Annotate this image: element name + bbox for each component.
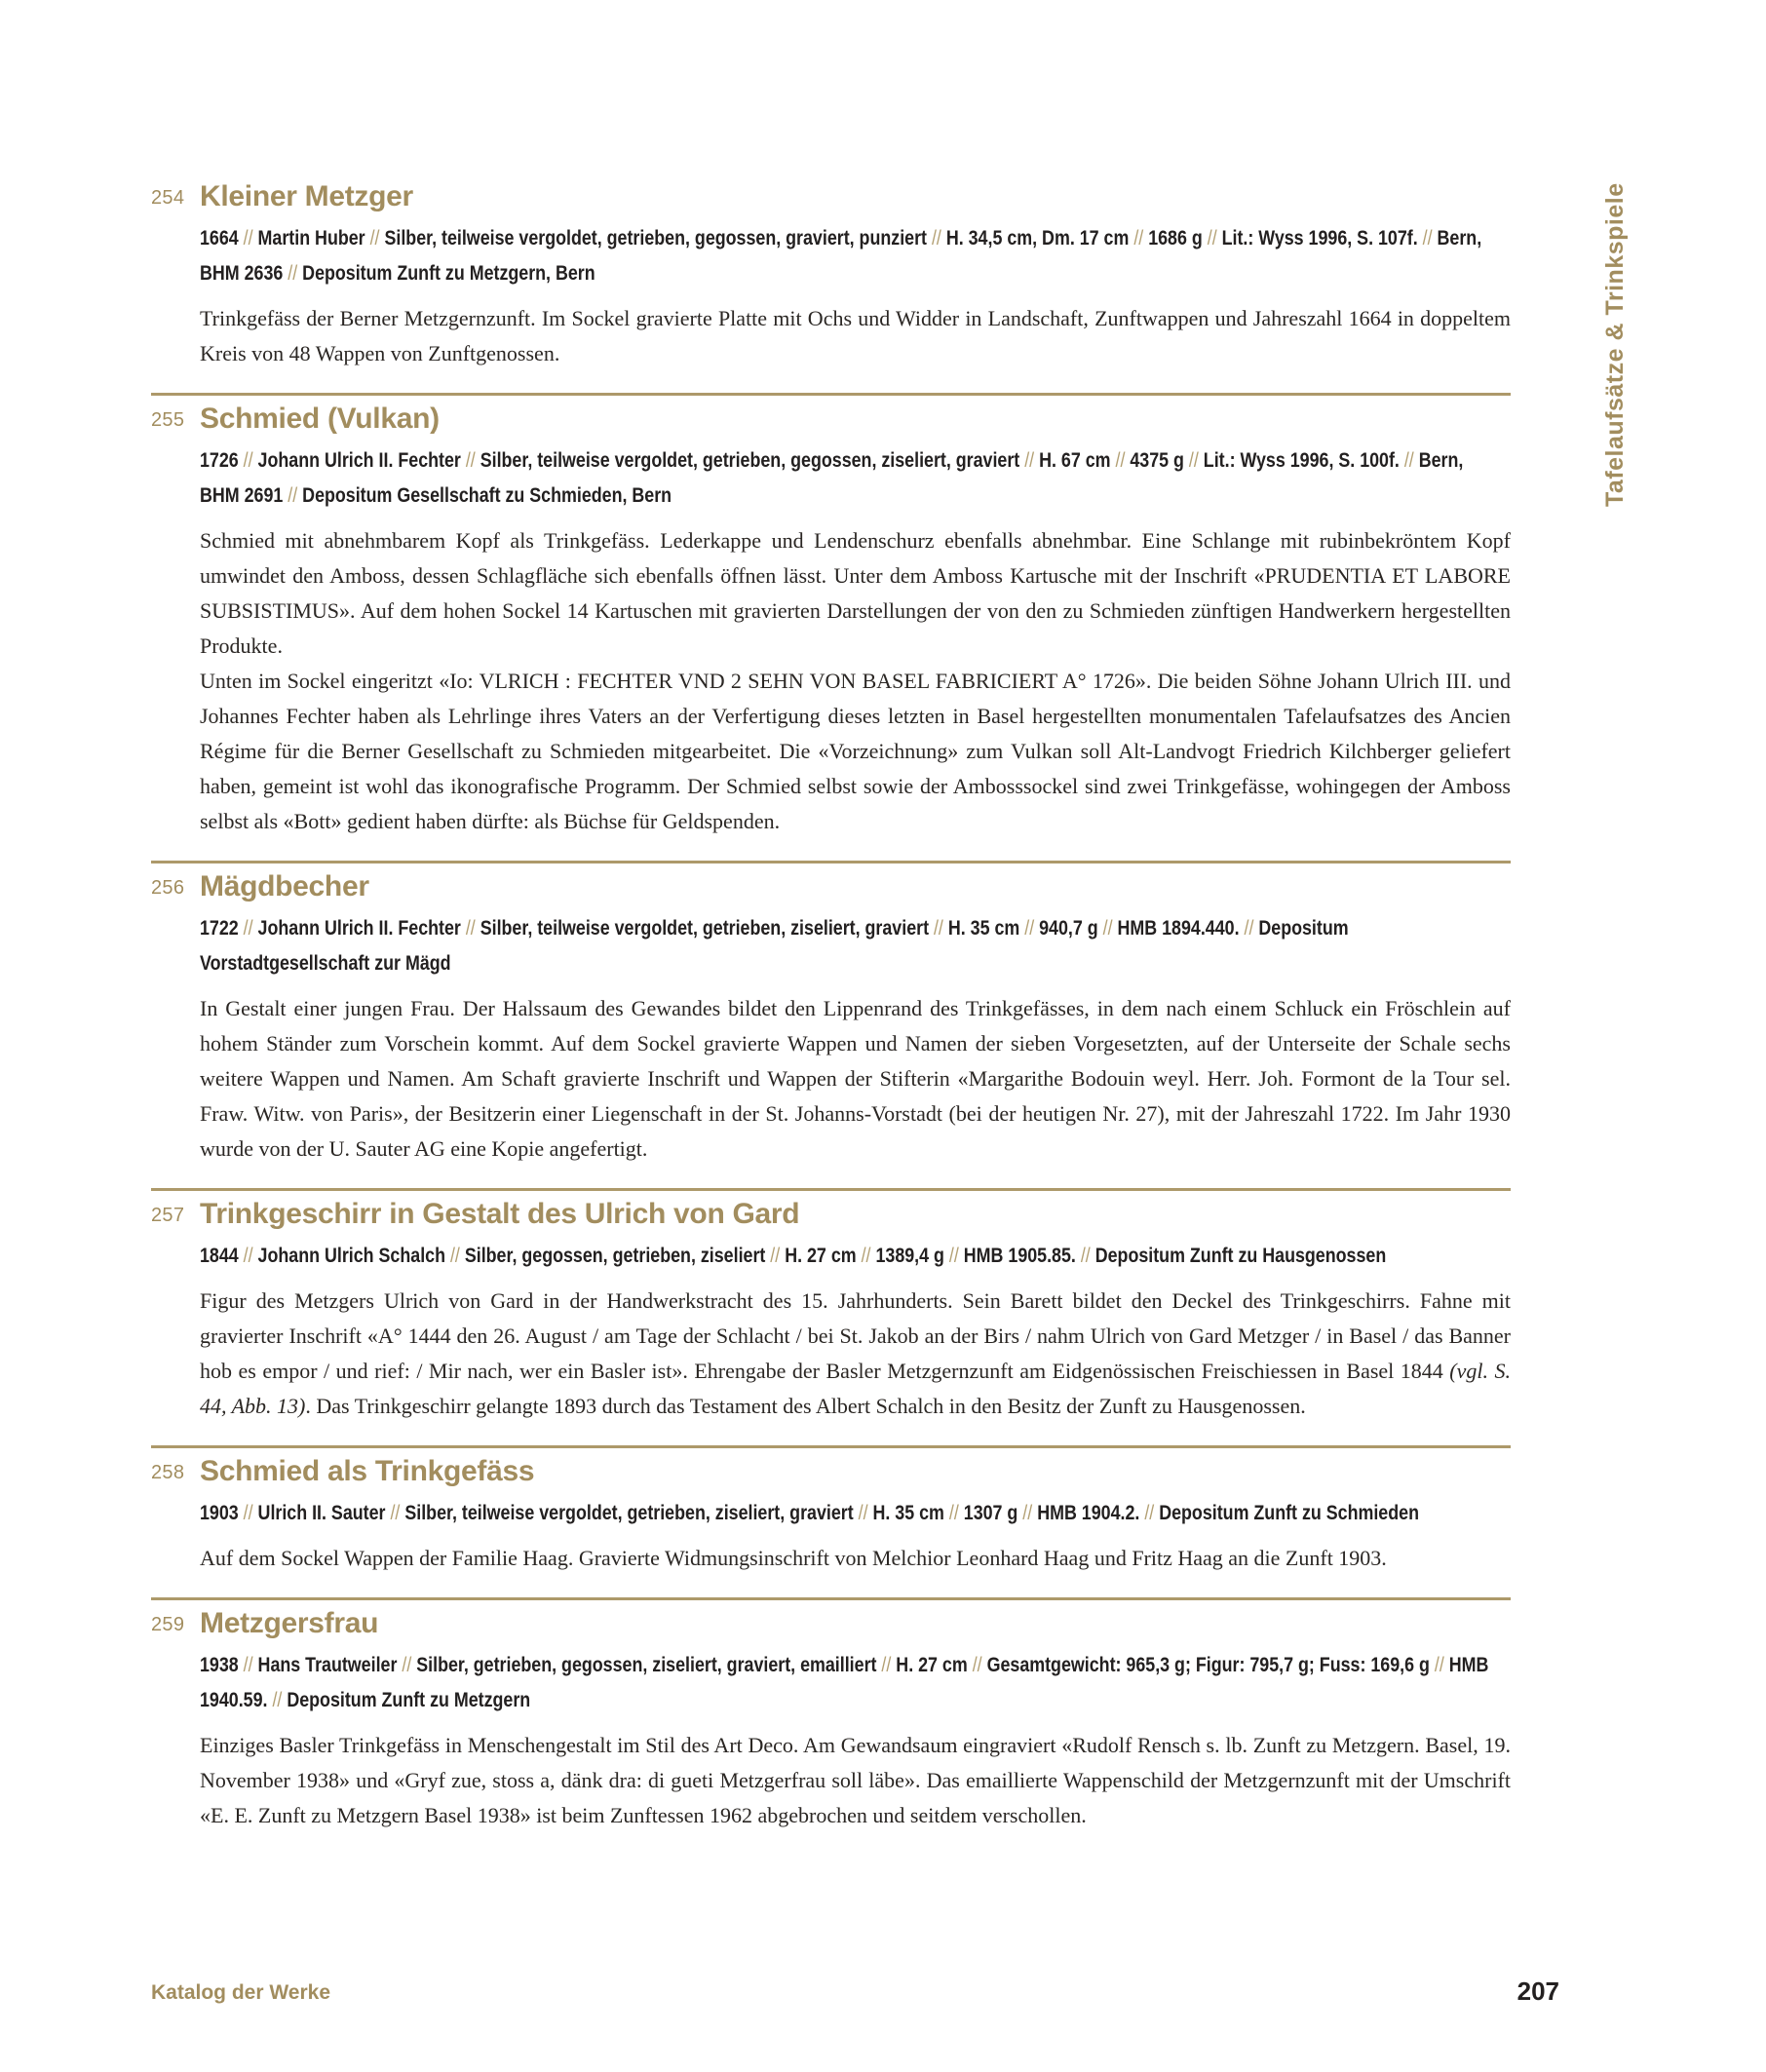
meta-separator: //	[1110, 449, 1131, 472]
meta-separator: //	[238, 917, 258, 940]
meta-segment: 1389,4 g	[875, 1245, 944, 1267]
entry-title: Mägdbecher	[200, 870, 369, 902]
meta-separator: //	[876, 1654, 897, 1676]
catalog-entry-258	[151, 1448, 1511, 1600]
meta-separator: //	[926, 227, 946, 249]
description-paragraph: Figur des Metzgers Ulrich von Gard in der Handwerkstracht des 15. Jahrhunderts. Sein Barett bildet den Deckel des Trinkgeschirrs. Fahne mit gravierter Inschrift «A° 1444 den 26. August / am Tage der Schlacht / bei St. Jakob an der Birs / nahm Ulrich von Gard Metzger / in Basel / das Banner hob es empor / und rief: / Mir nach, wer ein Basler ist». Ehrengabe der Basler Metzgernzunft am Eidgenössischen Freischiessen in Basel 1844 (vgl. S. 44, Abb. 13). Das Trinkgeschirr gelangte 1893 durch das Testament des Albert Schalch in den Besitz der Zunft zu Hausgenossen.	[200, 1288, 1512, 1418]
meta-separator: //	[385, 1502, 405, 1524]
entry-title: Schmied (Vulkan)	[200, 403, 440, 435]
entry-number: 259	[151, 1614, 185, 1635]
meta-separator: //	[943, 1245, 964, 1267]
entry-meta	[200, 443, 1506, 514]
entry-title: Metzgersfrau	[200, 1607, 379, 1639]
meta-segment: 1664	[200, 227, 239, 249]
meta-segment: Johann Ulrich II. Fechter	[257, 917, 461, 940]
meta-separator: //	[267, 1689, 288, 1711]
meta-separator: //	[1239, 917, 1259, 940]
meta-segment: Silber, gegossen, getrieben, ziseliert	[464, 1245, 766, 1267]
catalog-entry-257	[151, 1191, 1511, 1448]
meta-segment: H. 35 cm	[872, 1502, 944, 1524]
meta-separator: //	[1139, 1502, 1160, 1524]
meta-segment: Lit.: Wyss 1996, S. 100f.	[1203, 449, 1400, 472]
meta-separator: //	[1129, 227, 1149, 249]
entry-description	[200, 523, 1511, 839]
meta-separator: //	[1417, 227, 1438, 249]
meta-segment: 1844	[200, 1245, 239, 1267]
meta-segment: Bern, BHM 2636	[200, 227, 1482, 285]
entry-description	[200, 1728, 1511, 1833]
meta-separator: //	[967, 1654, 987, 1676]
meta-segment: 1903	[200, 1502, 239, 1524]
entry-title: Trinkgeschirr in Gestalt des Ulrich von Gard	[200, 1198, 800, 1230]
meta-separator: //	[1399, 449, 1419, 472]
meta-separator: //	[943, 1502, 964, 1524]
meta-segment: Johann Ulrich Schalch	[257, 1245, 445, 1267]
meta-separator: //	[1097, 917, 1118, 940]
meta-separator: //	[765, 1245, 786, 1267]
entry-meta	[200, 221, 1506, 291]
meta-segment: 1726	[200, 449, 239, 472]
footer-label: Katalog der Werke	[151, 1981, 331, 2004]
meta-separator: //	[1017, 1502, 1038, 1524]
meta-separator: //	[238, 1654, 258, 1676]
meta-segment: Silber, teilweise vergoldet, getrieben, ziseliert, graviert	[480, 917, 930, 940]
description-paragraph: Schmied mit abnehmbarem Kopf als Trinkgefäss. Lederkappe und Lendenschurz ebenfalls abnehmbar. Eine Schlange mit rubinbekröntem Kopf umwindet den Amboss, dessen Schlagfläche sich ebenfalls öffnen lässt. Unter dem Amboss Kartusche mit der Inschrift «PRUDENTIA ET LABORE SUBSISTIMUS». Auf dem hohen Sockel 14 Kartuschen mit gravierten Darstellungen der von den zu Schmieden zünftigen Handwerkern hergestellten Produkte.	[200, 528, 1511, 658]
meta-separator: //	[460, 449, 480, 472]
entry-body	[200, 1456, 1511, 1576]
entry-number: 257	[151, 1205, 185, 1226]
meta-segment: Depositum Gesellschaft zu Schmieden, Bern	[302, 484, 672, 507]
meta-separator: //	[1202, 227, 1222, 249]
entry-description	[200, 1541, 1511, 1576]
meta-segment: H. 27 cm	[896, 1654, 968, 1676]
meta-separator: //	[397, 1654, 417, 1676]
catalog-entry-259	[151, 1600, 1511, 1855]
catalog-entry-256	[151, 863, 1511, 1191]
meta-segment: Lit.: Wyss 1996, S. 107f.	[1221, 227, 1418, 249]
meta-segment: Depositum Zunft zu Schmieden	[1159, 1502, 1419, 1524]
entry-title: Schmied als Trinkgefäss	[200, 1455, 535, 1487]
meta-separator: //	[1075, 1245, 1095, 1267]
entry-meta	[200, 1648, 1506, 1718]
entry-description	[200, 1284, 1511, 1424]
meta-segment: Depositum Zunft zu Hausgenossen	[1094, 1245, 1387, 1267]
entry-number: 258	[151, 1462, 185, 1483]
entry-title: Kleiner Metzger	[200, 180, 413, 212]
meta-separator: //	[856, 1245, 876, 1267]
meta-segment: 940,7 g	[1039, 917, 1098, 940]
catalog-entry-255	[151, 396, 1511, 863]
meta-segment: HMB 1905.85.	[963, 1245, 1076, 1267]
section-label-vertical: Tafelaufsätze & Trinkspiele	[1601, 182, 1629, 507]
description-paragraph: Einziges Basler Trinkgefäss in Menschengestalt im Stil des Art Deco. Am Gewandsaum eingraviert «Rudolf Rensch s. lb. Zunft zu Metzgern. Basel, 19. November 1938» und «Gryf zue, stoss a, dänk dra: di gueti Metzgerfrau soll läbe». Das emaillierte Wappenschild der Metzgernzunft mit der Umschrift «E. E. Zunft zu Metzgern Basel 1938» ist beim Zunftessen 1962 abgebrochen und seitdem verschollen.	[200, 1733, 1511, 1827]
meta-segment: Depositum Vorstadtgesellschaft zur Mägd	[200, 917, 1349, 975]
meta-separator: //	[1183, 449, 1204, 472]
meta-segment: H. 27 cm	[785, 1245, 857, 1267]
meta-segment: HMB 1940.59.	[200, 1654, 1489, 1711]
meta-segment: Bern, BHM 2691	[200, 449, 1464, 507]
meta-segment: Hans Trautweiler	[257, 1654, 398, 1676]
meta-segment: HMB 1894.440.	[1117, 917, 1240, 940]
page-number: 207	[1516, 1976, 1559, 2006]
meta-segment: HMB 1904.2.	[1037, 1502, 1140, 1524]
meta-segment: Depositum Zunft zu Metzgern, Bern	[302, 262, 595, 285]
meta-separator: //	[238, 1245, 258, 1267]
meta-separator: //	[1019, 917, 1040, 940]
meta-separator: //	[238, 449, 258, 472]
meta-separator: //	[444, 1245, 465, 1267]
entry-body	[200, 1608, 1511, 1833]
catalog-entries	[151, 173, 1511, 1855]
catalog-entry-254	[151, 173, 1511, 396]
entry-meta	[200, 1239, 1506, 1274]
meta-segment: 1686 g	[1148, 227, 1203, 249]
meta-segment: 4375 g	[1130, 449, 1184, 472]
meta-segment: Gesamtgewicht: 965,3 g; Figur: 795,7 g; Fuss: 169,6 g	[986, 1654, 1430, 1676]
meta-segment: Depositum Zunft zu Metzgern	[287, 1689, 531, 1711]
meta-separator: //	[1019, 449, 1040, 472]
meta-segment: Johann Ulrich II. Fechter	[257, 449, 461, 472]
entry-body	[200, 1199, 1511, 1424]
entry-meta	[200, 1496, 1506, 1531]
meta-separator: //	[853, 1502, 873, 1524]
meta-separator: //	[1429, 1654, 1449, 1676]
entry-number: 256	[151, 877, 185, 899]
entry-number: 255	[151, 409, 185, 431]
meta-segment: H. 67 cm	[1039, 449, 1111, 472]
meta-segment: Silber, teilweise vergoldet, getrieben, gegossen, graviert, punziert	[384, 227, 927, 249]
entry-body	[200, 871, 1511, 1167]
meta-segment: Silber, getrieben, gegossen, ziseliert, graviert, emailliert	[416, 1654, 877, 1676]
entry-body	[200, 403, 1511, 839]
meta-segment: Ulrich II. Sauter	[257, 1502, 386, 1524]
meta-segment: H. 35 cm	[947, 917, 1020, 940]
meta-segment: 1722	[200, 917, 239, 940]
meta-separator: //	[238, 1502, 258, 1524]
meta-segment: Martin Huber	[257, 227, 365, 249]
meta-segment: Silber, teilweise vergoldet, getrieben, ziseliert, graviert	[404, 1502, 854, 1524]
meta-segment: 1307 g	[963, 1502, 1018, 1524]
meta-segment: 1938	[200, 1654, 239, 1676]
meta-separator: //	[283, 484, 303, 507]
meta-separator: //	[929, 917, 948, 940]
entry-description	[200, 301, 1511, 371]
description-paragraph: Unten im Sockel eingeritzt «Io: VLRICH : FECHTER VND 2 SEHN VON BASEL FABRICIERT A° 1726». Die beiden Söhne Johann Ulrich III. und Johannes Fechter haben als Lehrlinge ihres Vaters an der Verfertigung dieses letzten in Basel hergestellten monumentalen Tafelaufsatzes des Ancien Régime für die Berner Gesellschaft zu Schmieden mitgearbeitet. Die «Vorzeichnung» zum Vulkan soll Alt-Landvogt Friedrich Kilchberger geliefert haben, gemeint ist wohl das ikonografische Programm. Der Schmied selbst sowie der Ambosssockel sind zwei Trinkgefässe, wohingegen der Amboss selbst als «Bott» gedient haben dürfte: als Büchse für Geldspenden.	[200, 669, 1511, 833]
description-paragraph: In Gestalt einer jungen Frau. Der Halssaum des Gewandes bildet den Lippenrand des Trinkgefässes, in dem nach einem Schluck ein Fröschlein auf hohem Ständer zum Vorschein kommt. Auf dem Sockel gravierte Wappen und Namen der sieben Vorgesetzten, auf der Unterseite der Schale sechs weitere Wappen und Namen. Am Schaft gravierte Inschrift und Wappen der Stifterin «Margarithe Bodouin weyl. Herr. Joh. Formont de la Tour sel. Fraw. Witw. von Paris», der Besitzerin einer Liegenschaft in der St. Johanns-Vorstadt (bei der heutigen Nr. 27), mit der Jahreszahl 1722. Im Jahr 1930 wurde von der U. Sauter AG eine Kopie angefertigt.	[200, 996, 1511, 1161]
entry-description	[200, 991, 1511, 1167]
description-paragraph: Auf dem Sockel Wappen der Familie Haag. Gravierte Widmungsinschrift von Melchior Leonhard Haag und Fritz Haag an die Zunft 1903.	[200, 1546, 1387, 1570]
entry-meta	[200, 911, 1506, 981]
meta-separator: //	[460, 917, 480, 940]
entry-number: 254	[151, 187, 185, 209]
meta-segment: Silber, teilweise vergoldet, getrieben, gegossen, ziseliert, graviert	[480, 449, 1020, 472]
meta-separator: //	[238, 227, 258, 249]
description-paragraph: Trinkgefäss der Berner Metzgernzunft. Im Sockel gravierte Platte mit Ochs und Widder in Landschaft, Zunftwappen und Jahreszahl 1664 in doppeltem Kreis von 48 Wappen von Zunftgenossen.	[200, 306, 1511, 365]
meta-separator: //	[365, 227, 385, 249]
meta-separator: //	[283, 262, 303, 285]
entry-body	[200, 181, 1511, 371]
meta-segment: H. 34,5 cm, Dm. 17 cm	[945, 227, 1130, 249]
